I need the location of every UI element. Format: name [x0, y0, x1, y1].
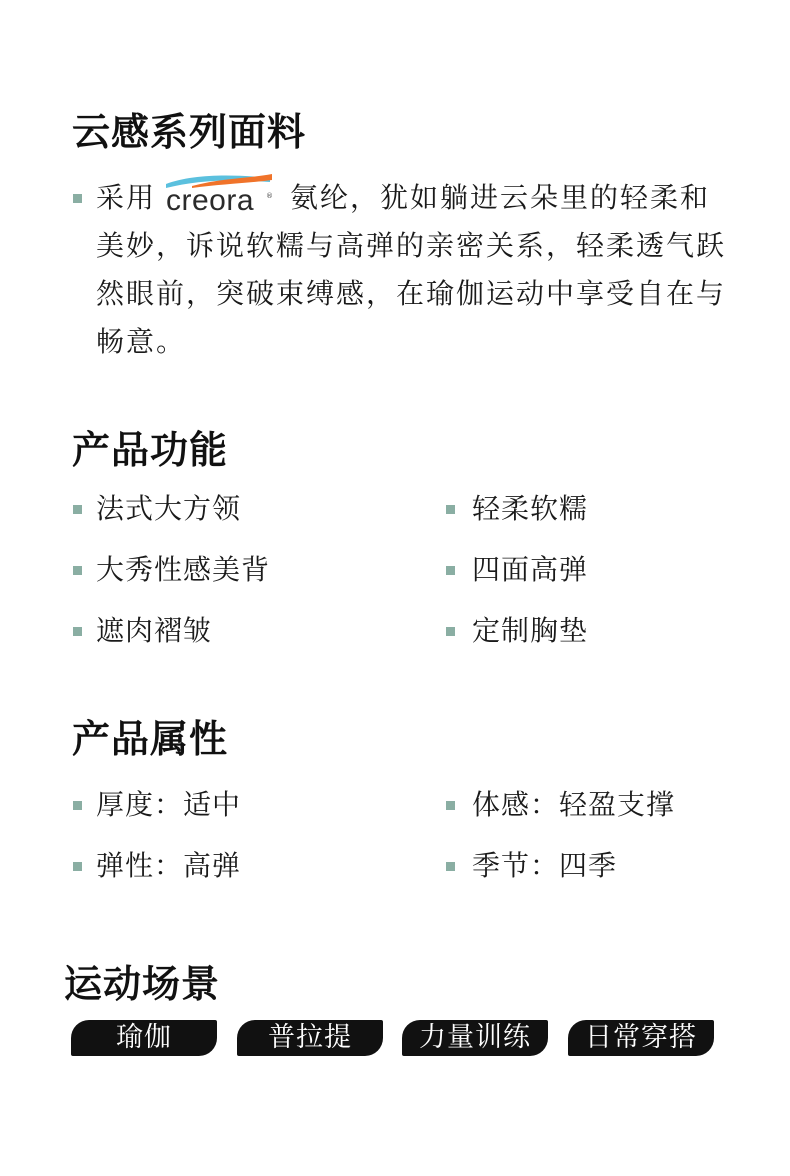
bullet-icon	[73, 566, 82, 575]
function-item: 轻柔软糯	[472, 492, 589, 525]
bullet-icon	[446, 505, 455, 514]
bullet-icon	[446, 627, 455, 636]
scene-tag-yoga: 瑜伽	[71, 1020, 217, 1056]
fabric-line3: 然眼前，突破束缚感，在瑜伽运动中享受自在与	[96, 277, 727, 310]
function-item: 定制胸垫	[472, 614, 589, 647]
attribute-item: 体感：轻盈支撑	[472, 788, 676, 821]
bullet-icon	[73, 627, 82, 636]
fabric-line4: 畅意。	[96, 325, 187, 358]
function-item: 四面高弹	[472, 553, 589, 586]
attribute-item: 季节：四季	[472, 849, 618, 882]
bullet-icon	[73, 194, 82, 203]
registered-mark: ®	[266, 192, 273, 200]
scenes-section-title: 运动场景	[64, 962, 221, 1006]
bullet-icon	[73, 801, 82, 810]
creora-logo-text: creora	[166, 184, 255, 217]
fabric-line1-prefix: 采用	[96, 181, 157, 214]
attributes-section-title: 产品属性	[72, 717, 229, 761]
attribute-item: 弹性：高弹	[96, 849, 242, 882]
bullet-icon	[446, 566, 455, 575]
scene-tag-pilates: 普拉提	[237, 1020, 383, 1056]
fabric-line1-suffix: 氨纶，犹如躺进云朵里的轻柔和	[290, 181, 711, 214]
bullet-icon	[446, 801, 455, 810]
bullet-icon	[73, 862, 82, 871]
function-item: 大秀性感美背	[96, 553, 271, 586]
bullet-icon	[446, 862, 455, 871]
function-item: 法式大方领	[96, 492, 242, 525]
fabric-line2: 美妙，诉说软糯与高弹的亲密关系，轻柔透气跃	[96, 229, 727, 262]
bullet-icon	[73, 505, 82, 514]
attribute-item: 厚度：适中	[96, 788, 242, 821]
scene-tag-daily: 日常穿搭	[568, 1020, 714, 1056]
fabric-section-title: 云感系列面料	[72, 110, 307, 154]
scene-tag-strength: 力量训练	[402, 1020, 548, 1056]
function-item: 遮肉褶皱	[96, 614, 213, 647]
functions-section-title: 产品功能	[72, 428, 229, 472]
creora-logo	[162, 172, 274, 216]
